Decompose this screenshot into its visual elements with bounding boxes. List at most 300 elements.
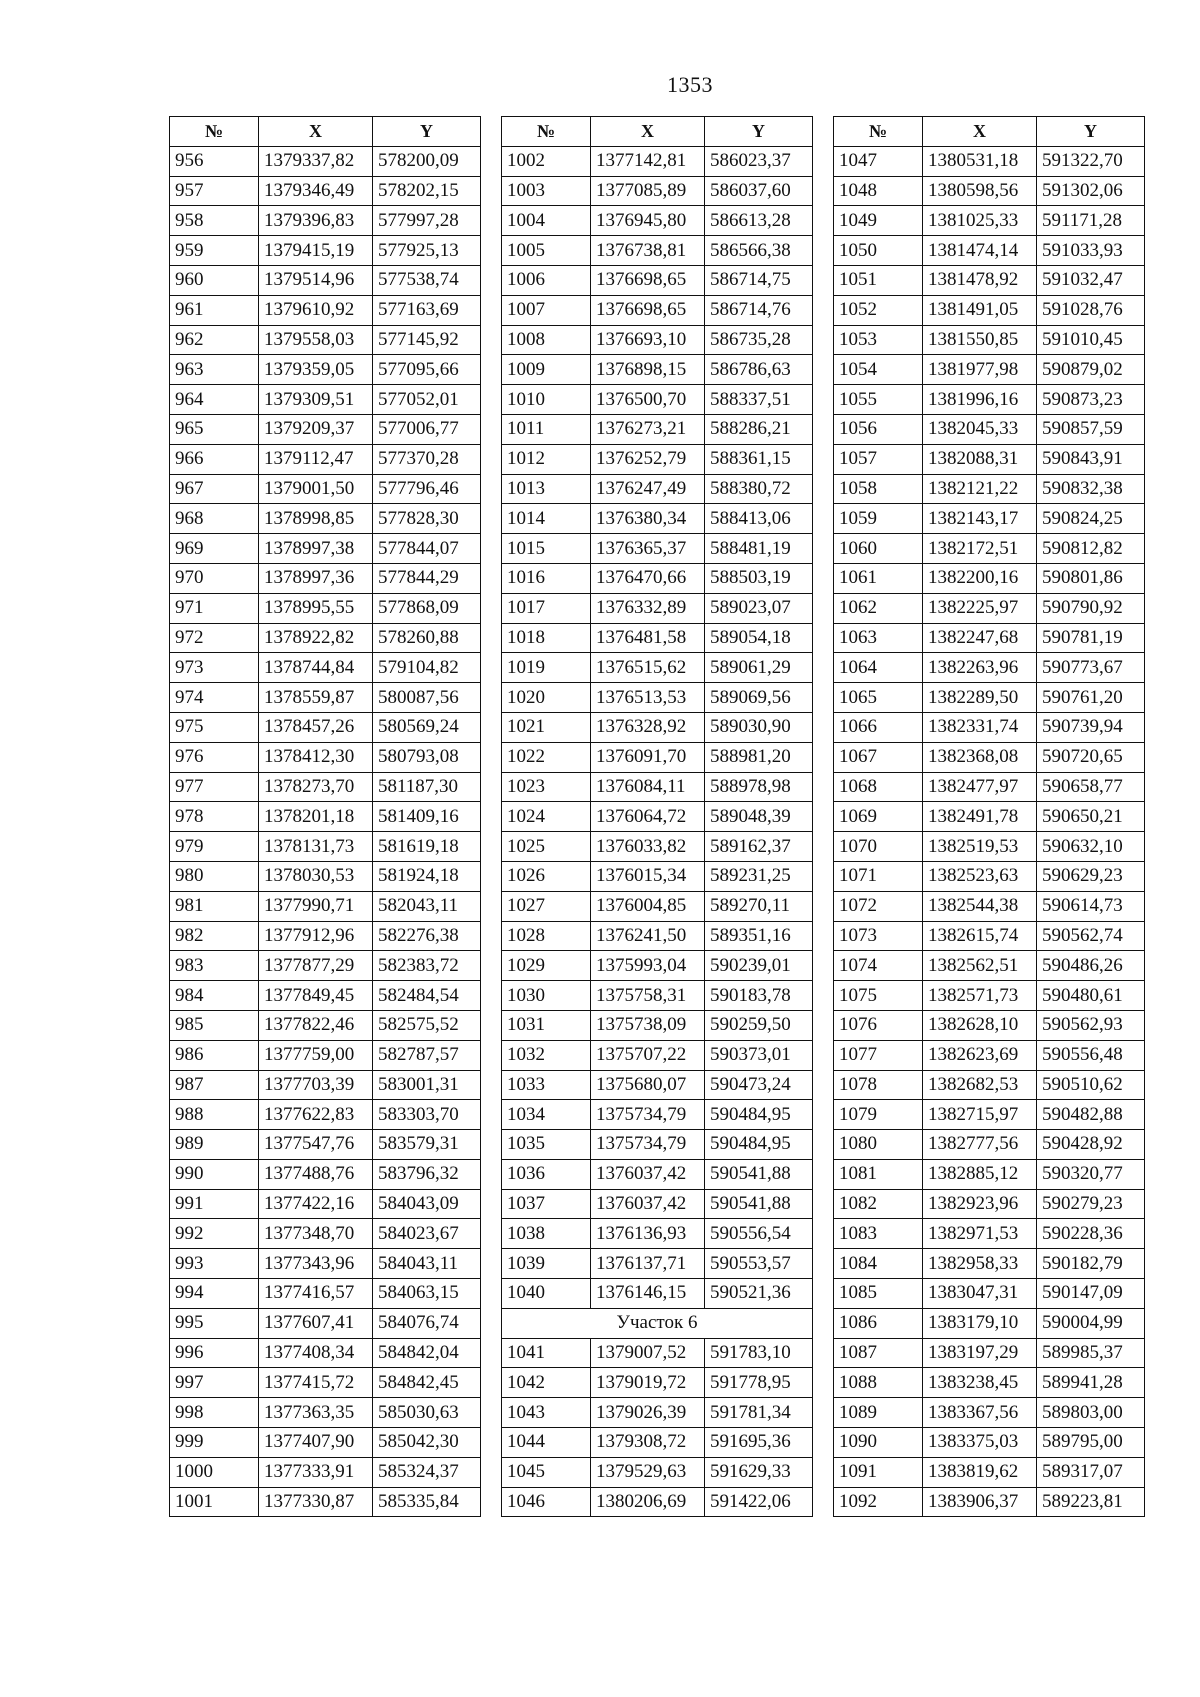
y-coordinate-cell: 577095,66 <box>373 355 481 385</box>
x-coordinate-cell: 1380531,18 <box>923 146 1037 176</box>
table-row <box>834 146 1145 176</box>
y-coordinate-cell: 590259,50 <box>705 1010 813 1040</box>
x-coordinate-cell: 1376015,34 <box>591 861 705 891</box>
table-row <box>502 1398 813 1428</box>
y-coordinate-cell: 591171,28 <box>1037 206 1145 236</box>
point-number-cell: 1035 <box>502 1130 591 1160</box>
section-title: Участок 6 <box>502 1308 813 1338</box>
x-coordinate-cell: 1379415,19 <box>259 236 373 266</box>
x-coordinate-cell: 1377330,87 <box>259 1487 373 1517</box>
x-coordinate-cell: 1382172,51 <box>923 534 1037 564</box>
table-row <box>834 325 1145 355</box>
y-coordinate-cell: 591032,47 <box>1037 265 1145 295</box>
table-row <box>170 1457 481 1487</box>
x-coordinate-cell: 1382885,12 <box>923 1159 1037 1189</box>
x-coordinate-cell: 1379112,47 <box>259 444 373 474</box>
point-number-cell: 1050 <box>834 236 923 266</box>
point-number-cell: 1008 <box>502 325 591 355</box>
point-number-cell: 1028 <box>502 921 591 951</box>
y-coordinate-cell: 590486,26 <box>1037 951 1145 981</box>
header-row <box>834 117 1145 147</box>
x-coordinate-cell: 1376898,15 <box>591 355 705 385</box>
table-row <box>170 146 481 176</box>
y-coordinate-cell: 586566,38 <box>705 236 813 266</box>
table-row <box>502 563 813 593</box>
table-row <box>502 921 813 951</box>
point-number-cell: 1092 <box>834 1487 923 1517</box>
table-row <box>834 1010 1145 1040</box>
table-row <box>502 772 813 802</box>
table-row <box>170 444 481 474</box>
y-coordinate-cell: 590629,23 <box>1037 861 1145 891</box>
x-coordinate-cell: 1377877,29 <box>259 951 373 981</box>
point-number-cell: 1058 <box>834 474 923 504</box>
point-number-cell: 996 <box>170 1338 259 1368</box>
table-row <box>502 474 813 504</box>
y-coordinate-cell: 581619,18 <box>373 832 481 862</box>
table-row <box>502 861 813 891</box>
point-number-cell: 985 <box>170 1010 259 1040</box>
x-coordinate-cell: 1378412,30 <box>259 742 373 772</box>
table-row <box>502 832 813 862</box>
x-coordinate-cell: 1382682,53 <box>923 1070 1037 1100</box>
point-number-cell: 978 <box>170 802 259 832</box>
x-coordinate-cell: 1375734,79 <box>591 1130 705 1160</box>
table-row <box>502 504 813 534</box>
y-coordinate-cell: 590004,99 <box>1037 1308 1145 1338</box>
x-coordinate-cell: 1382777,56 <box>923 1130 1037 1160</box>
point-number-cell: 1079 <box>834 1100 923 1130</box>
y-coordinate-cell: 590873,23 <box>1037 385 1145 415</box>
y-coordinate-cell: 577844,07 <box>373 534 481 564</box>
y-coordinate-cell: 591695,36 <box>705 1428 813 1458</box>
x-coordinate-cell: 1380206,69 <box>591 1487 705 1517</box>
y-coordinate-cell: 586714,76 <box>705 295 813 325</box>
point-number-cell: 1044 <box>502 1428 591 1458</box>
point-number-cell: 1025 <box>502 832 591 862</box>
x-coordinate-cell: 1376515,62 <box>591 653 705 683</box>
x-coordinate-cell: 1379309,51 <box>259 385 373 415</box>
x-coordinate-cell: 1378922,82 <box>259 623 373 653</box>
point-number-cell: 1051 <box>834 265 923 295</box>
x-coordinate-cell: 1383375,03 <box>923 1428 1037 1458</box>
table-row <box>502 1249 813 1279</box>
table-row <box>834 563 1145 593</box>
point-number-cell: 998 <box>170 1398 259 1428</box>
x-coordinate-cell: 1382628,10 <box>923 1010 1037 1040</box>
table-row <box>834 1279 1145 1309</box>
y-coordinate-cell: 590761,20 <box>1037 683 1145 713</box>
point-number-cell: 1039 <box>502 1249 591 1279</box>
x-coordinate-cell: 1376037,42 <box>591 1159 705 1189</box>
point-number-cell: 1072 <box>834 891 923 921</box>
table-row <box>834 295 1145 325</box>
x-coordinate-cell: 1376470,66 <box>591 563 705 593</box>
x-coordinate-cell: 1379396,83 <box>259 206 373 236</box>
point-number-cell: 1067 <box>834 742 923 772</box>
table-row <box>834 1338 1145 1368</box>
x-coordinate-cell: 1378559,87 <box>259 683 373 713</box>
point-number-cell: 971 <box>170 593 259 623</box>
point-number-cell: 976 <box>170 742 259 772</box>
x-coordinate-cell: 1377990,71 <box>259 891 373 921</box>
y-coordinate-cell: 578202,15 <box>373 176 481 206</box>
y-coordinate-cell: 589023,07 <box>705 593 813 623</box>
point-number-cell: 984 <box>170 981 259 1011</box>
y-coordinate-cell: 577052,01 <box>373 385 481 415</box>
table-row <box>170 176 481 206</box>
table-row <box>502 534 813 564</box>
point-number-cell: 1027 <box>502 891 591 921</box>
table-row <box>170 1428 481 1458</box>
y-coordinate-cell: 586037,60 <box>705 176 813 206</box>
table-row <box>834 236 1145 266</box>
y-coordinate-cell: 590541,88 <box>705 1189 813 1219</box>
table-row <box>834 534 1145 564</box>
x-coordinate-cell: 1379209,37 <box>259 414 373 444</box>
y-coordinate-cell: 577997,28 <box>373 206 481 236</box>
y-coordinate-cell: 578200,09 <box>373 146 481 176</box>
table-row <box>502 325 813 355</box>
table-row <box>834 1428 1145 1458</box>
table-row <box>170 504 481 534</box>
table-row <box>834 474 1145 504</box>
y-coordinate-cell: 588503,19 <box>705 563 813 593</box>
y-coordinate-cell: 591778,95 <box>705 1368 813 1398</box>
x-coordinate-cell: 1376481,58 <box>591 623 705 653</box>
y-coordinate-cell: 590373,01 <box>705 1040 813 1070</box>
point-number-cell: 1024 <box>502 802 591 832</box>
point-number-cell: 970 <box>170 563 259 593</box>
y-coordinate-cell: 590482,88 <box>1037 1100 1145 1130</box>
table-row <box>834 861 1145 891</box>
point-number-cell: 1077 <box>834 1040 923 1070</box>
point-number-cell: 1076 <box>834 1010 923 1040</box>
point-number-cell: 1078 <box>834 1070 923 1100</box>
table-row <box>834 1100 1145 1130</box>
point-number-cell: 1030 <box>502 981 591 1011</box>
point-number-cell: 1060 <box>834 534 923 564</box>
point-number-cell: 972 <box>170 623 259 653</box>
y-coordinate-cell: 586786,63 <box>705 355 813 385</box>
x-header: X <box>259 117 373 147</box>
y-coordinate-cell: 577925,13 <box>373 236 481 266</box>
table-row <box>502 1010 813 1040</box>
x-coordinate-cell: 1382247,68 <box>923 623 1037 653</box>
point-number-cell: 962 <box>170 325 259 355</box>
point-number-cell: 1020 <box>502 683 591 713</box>
point-number-cell: 1018 <box>502 623 591 653</box>
point-number-cell: 1086 <box>834 1308 923 1338</box>
y-coordinate-cell: 582276,38 <box>373 921 481 951</box>
x-coordinate-cell: 1381478,92 <box>923 265 1037 295</box>
point-number-cell: 993 <box>170 1249 259 1279</box>
x-coordinate-cell: 1376247,49 <box>591 474 705 504</box>
point-number-cell: 1089 <box>834 1398 923 1428</box>
point-number-cell: 967 <box>170 474 259 504</box>
x-coordinate-cell: 1376500,70 <box>591 385 705 415</box>
y-coordinate-cell: 589061,29 <box>705 653 813 683</box>
point-number-cell: 1061 <box>834 563 923 593</box>
x-coordinate-cell: 1376252,79 <box>591 444 705 474</box>
point-number-cell: 1022 <box>502 742 591 772</box>
table-row <box>834 1368 1145 1398</box>
y-coordinate-cell: 588481,19 <box>705 534 813 564</box>
point-number-cell: 1010 <box>502 385 591 415</box>
point-number-cell: 994 <box>170 1279 259 1309</box>
coordinates-table <box>833 116 1145 1517</box>
point-number-cell: 1011 <box>502 414 591 444</box>
x-coordinate-cell: 1378457,26 <box>259 712 373 742</box>
table-row <box>502 1457 813 1487</box>
x-coordinate-cell: 1378995,55 <box>259 593 373 623</box>
point-number-cell: 1088 <box>834 1368 923 1398</box>
x-coordinate-cell: 1382523,63 <box>923 861 1037 891</box>
y-coordinate-cell: 586714,75 <box>705 265 813 295</box>
y-coordinate-cell: 577844,29 <box>373 563 481 593</box>
point-number-cell: 1049 <box>834 206 923 236</box>
y-coordinate-cell: 590428,92 <box>1037 1130 1145 1160</box>
table-row <box>170 1398 481 1428</box>
table-row <box>502 295 813 325</box>
table-row <box>834 504 1145 534</box>
point-number-cell: 1087 <box>834 1338 923 1368</box>
point-number-cell: 1053 <box>834 325 923 355</box>
x-coordinate-cell: 1382491,78 <box>923 802 1037 832</box>
y-coordinate-cell: 590857,59 <box>1037 414 1145 444</box>
point-number-cell: 989 <box>170 1130 259 1160</box>
point-number-cell: 1009 <box>502 355 591 385</box>
x-coordinate-cell: 1377422,16 <box>259 1189 373 1219</box>
table-row <box>170 861 481 891</box>
point-number-cell: 1068 <box>834 772 923 802</box>
point-number-cell: 992 <box>170 1219 259 1249</box>
point-number-cell: 1023 <box>502 772 591 802</box>
point-number-cell: 1064 <box>834 653 923 683</box>
x-coordinate-cell: 1382331,74 <box>923 712 1037 742</box>
coordinates-table <box>169 116 481 1517</box>
point-number-cell: 1031 <box>502 1010 591 1040</box>
table-row <box>502 1070 813 1100</box>
point-number-cell: 958 <box>170 206 259 236</box>
x-coordinate-cell: 1376698,65 <box>591 265 705 295</box>
y-coordinate-cell: 585042,30 <box>373 1428 481 1458</box>
table-row <box>502 236 813 266</box>
x-coordinate-cell: 1382958,33 <box>923 1249 1037 1279</box>
x-coordinate-cell: 1376033,82 <box>591 832 705 862</box>
x-coordinate-cell: 1377348,70 <box>259 1219 373 1249</box>
table-row <box>834 1487 1145 1517</box>
y-coordinate-cell: 585030,63 <box>373 1398 481 1428</box>
table-row <box>502 623 813 653</box>
x-header: X <box>923 117 1037 147</box>
x-coordinate-cell: 1379026,39 <box>591 1398 705 1428</box>
y-coordinate-cell: 581187,30 <box>373 772 481 802</box>
y-coordinate-cell: 590781,19 <box>1037 623 1145 653</box>
x-coordinate-cell: 1377343,96 <box>259 1249 373 1279</box>
y-coordinate-cell: 590562,74 <box>1037 921 1145 951</box>
table-row <box>170 921 481 951</box>
table-row <box>502 593 813 623</box>
point-number-cell: 1038 <box>502 1219 591 1249</box>
table-row <box>834 414 1145 444</box>
x-coordinate-cell: 1382477,97 <box>923 772 1037 802</box>
x-coordinate-cell: 1381491,05 <box>923 295 1037 325</box>
table-row <box>502 1189 813 1219</box>
table-row <box>834 1130 1145 1160</box>
point-number-cell: 1073 <box>834 921 923 951</box>
table-row <box>834 891 1145 921</box>
point-number-cell: 963 <box>170 355 259 385</box>
y-coordinate-cell: 590320,77 <box>1037 1159 1145 1189</box>
x-coordinate-cell: 1377142,81 <box>591 146 705 176</box>
y-coordinate-cell: 578260,88 <box>373 623 481 653</box>
y-coordinate-cell: 590824,25 <box>1037 504 1145 534</box>
table-row <box>170 1279 481 1309</box>
point-number-cell: 1004 <box>502 206 591 236</box>
y-coordinate-cell: 590279,23 <box>1037 1189 1145 1219</box>
table-row <box>170 593 481 623</box>
point-number-cell: 1047 <box>834 146 923 176</box>
y-coordinate-cell: 589351,16 <box>705 921 813 951</box>
x-coordinate-cell: 1383819,62 <box>923 1457 1037 1487</box>
x-coordinate-cell: 1376146,15 <box>591 1279 705 1309</box>
point-number-cell: 1001 <box>170 1487 259 1517</box>
x-coordinate-cell: 1382544,38 <box>923 891 1037 921</box>
y-coordinate-cell: 590801,86 <box>1037 563 1145 593</box>
x-coordinate-cell: 1378997,36 <box>259 563 373 593</box>
point-number-cell: 999 <box>170 1428 259 1458</box>
point-number-cell: 982 <box>170 921 259 951</box>
x-coordinate-cell: 1375738,09 <box>591 1010 705 1040</box>
point-number-cell: 1080 <box>834 1130 923 1160</box>
point-number-cell: 1046 <box>502 1487 591 1517</box>
table-row <box>834 1249 1145 1279</box>
x-coordinate-cell: 1382263,96 <box>923 653 1037 683</box>
header-row <box>170 117 481 147</box>
table-row <box>170 653 481 683</box>
x-coordinate-cell: 1375707,22 <box>591 1040 705 1070</box>
y-coordinate-cell: 584076,74 <box>373 1308 481 1338</box>
y-coordinate-cell: 589162,37 <box>705 832 813 862</box>
y-coordinate-cell: 577145,92 <box>373 325 481 355</box>
point-number-cell: 1055 <box>834 385 923 415</box>
y-coordinate-cell: 590720,65 <box>1037 742 1145 772</box>
table-row <box>502 1219 813 1249</box>
point-number-cell: 961 <box>170 295 259 325</box>
number-header: № <box>502 117 591 147</box>
y-coordinate-cell: 590521,36 <box>705 1279 813 1309</box>
x-coordinate-cell: 1377415,72 <box>259 1368 373 1398</box>
x-coordinate-cell: 1382715,97 <box>923 1100 1037 1130</box>
x-coordinate-cell: 1379337,82 <box>259 146 373 176</box>
x-coordinate-cell: 1375680,07 <box>591 1070 705 1100</box>
x-coordinate-cell: 1378030,53 <box>259 861 373 891</box>
y-coordinate-cell: 577538,74 <box>373 265 481 295</box>
table-row <box>834 951 1145 981</box>
y-coordinate-cell: 589048,39 <box>705 802 813 832</box>
point-number-cell: 1042 <box>502 1368 591 1398</box>
y-coordinate-cell: 589270,11 <box>705 891 813 921</box>
x-coordinate-cell: 1377085,89 <box>591 176 705 206</box>
y-coordinate-cell: 591028,76 <box>1037 295 1145 325</box>
table-row <box>834 444 1145 474</box>
point-number-cell: 995 <box>170 1308 259 1338</box>
y-coordinate-cell: 582484,54 <box>373 981 481 1011</box>
table-row <box>834 802 1145 832</box>
table-row <box>834 921 1145 951</box>
y-coordinate-cell: 589985,37 <box>1037 1338 1145 1368</box>
point-number-cell: 1083 <box>834 1219 923 1249</box>
y-coordinate-cell: 590553,57 <box>705 1249 813 1279</box>
point-number-cell: 1014 <box>502 504 591 534</box>
x-coordinate-cell: 1383047,31 <box>923 1279 1037 1309</box>
y-coordinate-cell: 585335,84 <box>373 1487 481 1517</box>
point-number-cell: 1091 <box>834 1457 923 1487</box>
table-row <box>502 355 813 385</box>
point-number-cell: 973 <box>170 653 259 683</box>
y-coordinate-cell: 590614,73 <box>1037 891 1145 921</box>
table-row <box>170 385 481 415</box>
point-number-cell: 1019 <box>502 653 591 683</box>
y-coordinate-cell: 590879,02 <box>1037 355 1145 385</box>
table-row <box>170 1189 481 1219</box>
y-coordinate-cell: 584063,15 <box>373 1279 481 1309</box>
y-coordinate-cell: 590182,79 <box>1037 1249 1145 1279</box>
y-coordinate-cell: 590556,48 <box>1037 1040 1145 1070</box>
point-number-cell: 1045 <box>502 1457 591 1487</box>
point-number-cell: 975 <box>170 712 259 742</box>
y-coordinate-cell: 583303,70 <box>373 1100 481 1130</box>
x-coordinate-cell: 1382045,33 <box>923 414 1037 444</box>
table-row <box>502 981 813 1011</box>
table-row <box>502 653 813 683</box>
x-coordinate-cell: 1379514,96 <box>259 265 373 295</box>
table-row <box>502 265 813 295</box>
y-coordinate-cell: 590510,62 <box>1037 1070 1145 1100</box>
point-number-cell: 990 <box>170 1159 259 1189</box>
table-row <box>170 1010 481 1040</box>
table-row <box>834 832 1145 862</box>
y-coordinate-cell: 577868,09 <box>373 593 481 623</box>
point-number-cell: 968 <box>170 504 259 534</box>
x-coordinate-cell: 1377607,41 <box>259 1308 373 1338</box>
table-row <box>834 1219 1145 1249</box>
table-row <box>834 206 1145 236</box>
x-coordinate-cell: 1383197,29 <box>923 1338 1037 1368</box>
point-number-cell: 957 <box>170 176 259 206</box>
x-coordinate-cell: 1379610,92 <box>259 295 373 325</box>
point-number-cell: 1012 <box>502 444 591 474</box>
x-coordinate-cell: 1383367,56 <box>923 1398 1037 1428</box>
point-number-cell: 1085 <box>834 1279 923 1309</box>
table-row <box>170 206 481 236</box>
table-row <box>502 802 813 832</box>
y-coordinate-cell: 588413,06 <box>705 504 813 534</box>
x-coordinate-cell: 1383179,10 <box>923 1308 1037 1338</box>
table-row <box>170 265 481 295</box>
y-coordinate-cell: 582575,52 <box>373 1010 481 1040</box>
point-number-cell: 974 <box>170 683 259 713</box>
y-header: Y <box>1037 117 1145 147</box>
x-coordinate-cell: 1382088,31 <box>923 444 1037 474</box>
y-coordinate-cell: 591422,06 <box>705 1487 813 1517</box>
y-coordinate-cell: 588981,20 <box>705 742 813 772</box>
x-coordinate-cell: 1377547,76 <box>259 1130 373 1160</box>
point-number-cell: 1065 <box>834 683 923 713</box>
x-coordinate-cell: 1378998,85 <box>259 504 373 534</box>
y-coordinate-cell: 588337,51 <box>705 385 813 415</box>
